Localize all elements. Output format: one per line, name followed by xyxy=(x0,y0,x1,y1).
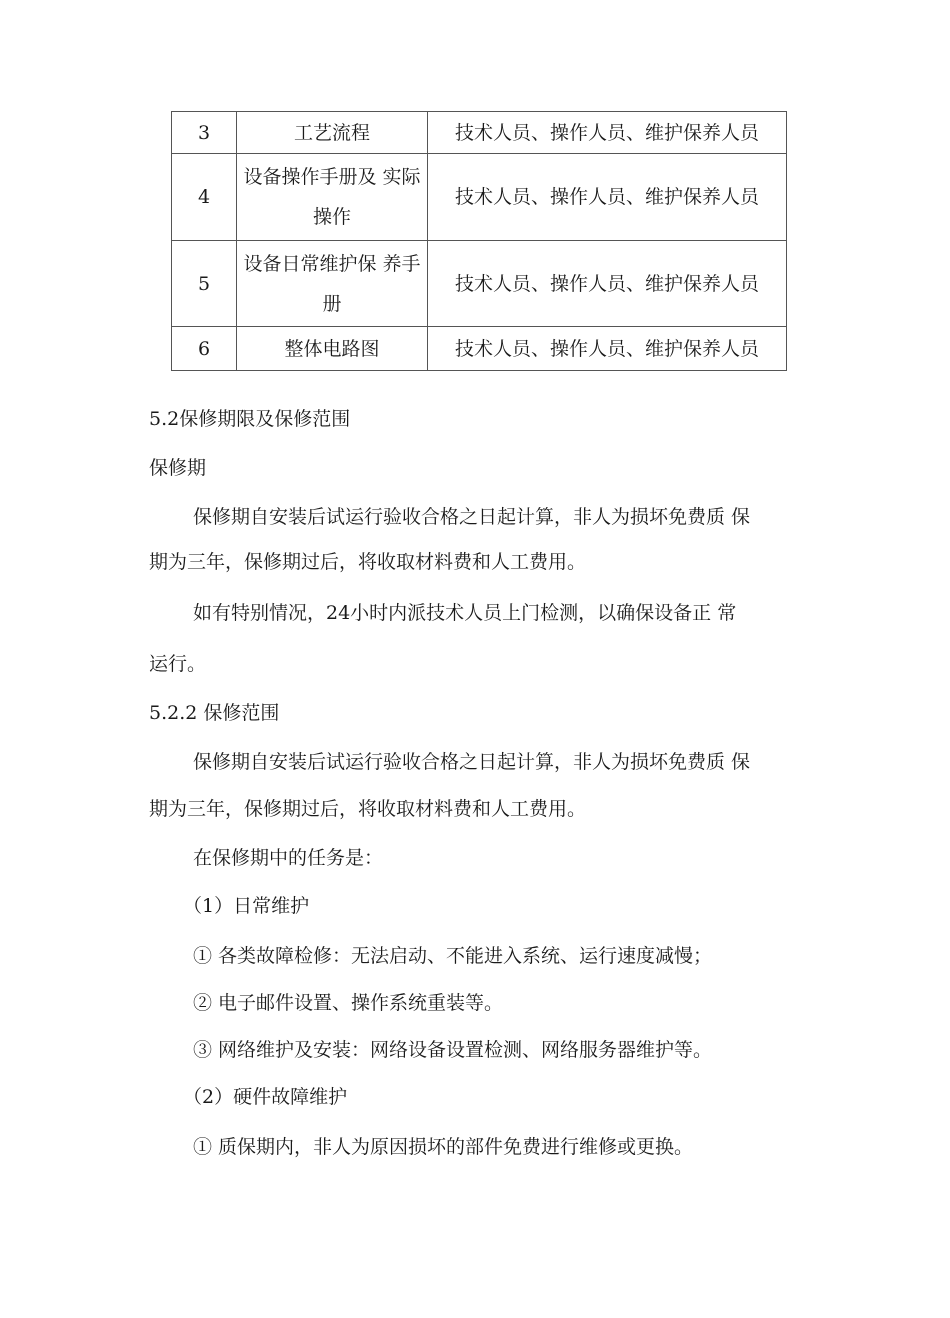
training-content: 整体电路图 xyxy=(237,327,428,371)
table-row xyxy=(172,327,787,371)
training-audience: 技术人员、操作人员、维护保养人员 xyxy=(428,327,787,371)
list-item: ③ 网络维护及安装：网络设备设置检测、网络服务器维护等。 xyxy=(193,1039,713,1061)
paragraph-line: 如有特别情况，24小时内派技术人员上门检测，以确保设备正 常 xyxy=(193,602,737,624)
subsection-daily-maintenance: （1）日常维护 xyxy=(183,895,310,917)
row-number: 3 xyxy=(172,112,237,154)
paragraph-line: 在保修期中的任务是： xyxy=(193,847,384,869)
subheading-warranty-period: 保修期 xyxy=(149,457,207,479)
table-row xyxy=(172,154,787,241)
table-row xyxy=(172,241,787,327)
training-content: 工艺流程 xyxy=(237,112,428,154)
paragraph-line: 保修期自安装后试运行验收合格之日起计算，非人为损坏免费质 保 xyxy=(193,751,751,773)
list-item: ② 电子邮件设置、操作系统重装等。 xyxy=(193,992,504,1014)
paragraph-line: 保修期自安装后试运行验收合格之日起计算，非人为损坏免费质 保 xyxy=(193,506,751,528)
training-audience: 技术人员、操作人员、维护保养人员 xyxy=(428,154,787,241)
row-number: 4 xyxy=(172,154,237,241)
training-audience: 技术人员、操作人员、维护保养人员 xyxy=(428,112,787,154)
list-item: ① 各类故障检修：无法启动、不能进入系统、运行速度减慢； xyxy=(193,945,713,967)
row-number: 5 xyxy=(172,241,237,327)
list-item: ① 质保期内，非人为原因损坏的部件免费进行维修或更换。 xyxy=(193,1136,694,1158)
paragraph-line: 期为三年，保修期过后，将收取材料费和人工费用。 xyxy=(149,798,587,820)
paragraph-line: 运行。 xyxy=(149,653,207,675)
training-content: 设备操作手册及 实际操作 xyxy=(237,154,428,241)
training-table xyxy=(171,111,787,371)
row-number: 6 xyxy=(172,327,237,371)
training-audience: 技术人员、操作人员、维护保养人员 xyxy=(428,241,787,327)
table-row xyxy=(172,112,787,154)
paragraph-line: 期为三年，保修期过后，将收取材料费和人工费用。 xyxy=(149,551,587,573)
subsection-hardware-maintenance: （2）硬件故障维护 xyxy=(183,1086,348,1108)
section-heading-5-2-2: 5.2.2 保修范围 xyxy=(149,702,280,724)
section-heading-5-2: 5.2保修期限及保修范围 xyxy=(149,408,351,430)
training-content: 设备日常维护保 养手册 xyxy=(237,241,428,327)
